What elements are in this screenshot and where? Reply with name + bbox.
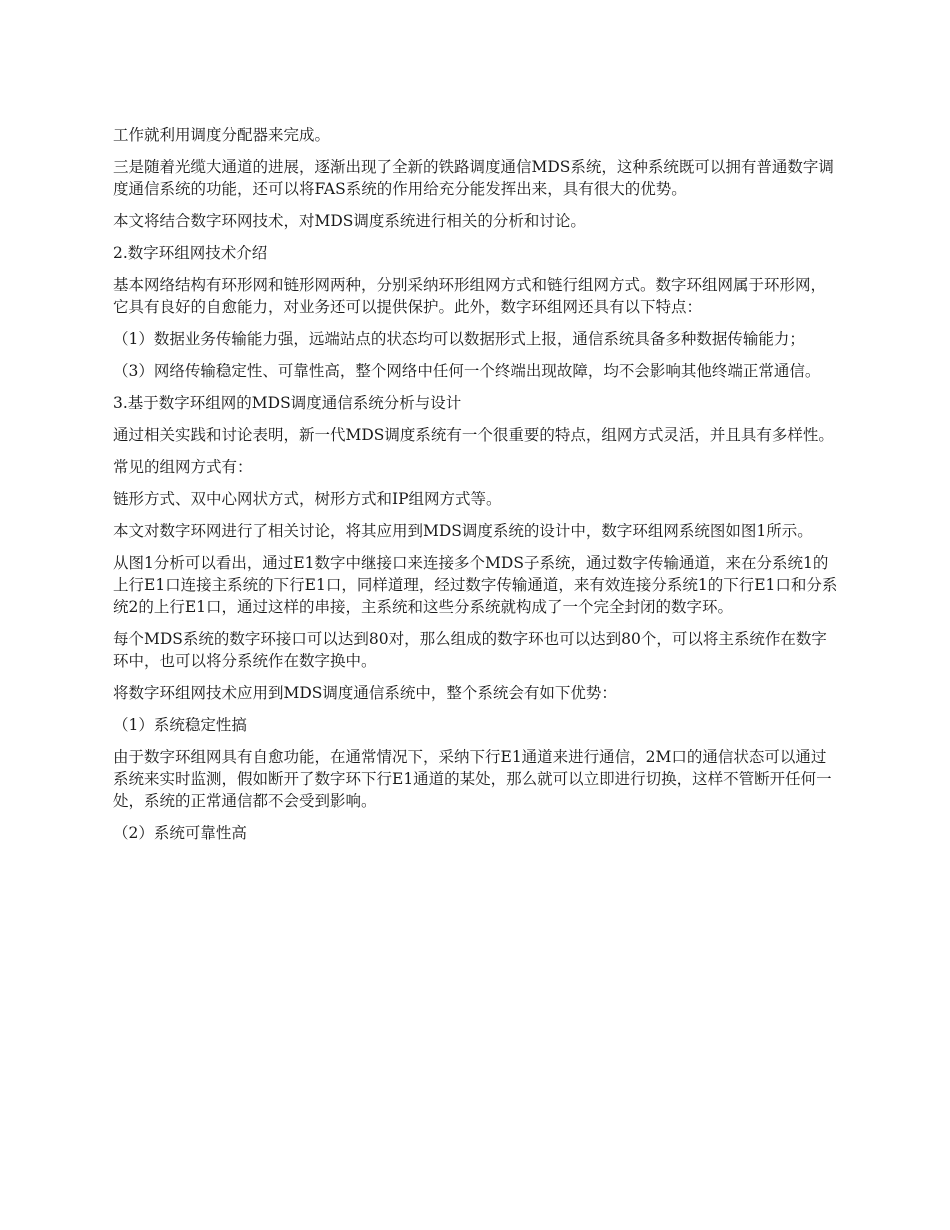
section-heading-3: 3.基于数字环组网的MDS调度通信系统分析与设计 <box>113 394 462 412</box>
paragraph-network-structure: 基本网络结构有环形网和链形网两种，分别采纳环形组网方式和链行组网方式。数字环组网属于环形网，它具有良好的自愈能力，对业务还可以提供保护。此外，数字环组网还具有以下特点： <box>113 276 827 316</box>
list-item-feature-1: （1）数据业务传输能力强，远端站点的状态均可以数据形式上报，通信系统具备多种数据传输能力； <box>113 330 805 348</box>
list-item-advantage-1: （1）系统稳定性搞 <box>113 716 247 734</box>
paragraph-common-modes: 链形方式、双中心网状方式，树形方式和IP组网方式等。 <box>113 490 502 508</box>
list-item-feature-3: （3）网络传输稳定性、可靠性高，整个网络中任何一个终端出现故障，均不会影响其他终端正常通信。 <box>113 362 821 380</box>
paragraph-self-healing: 由于数字环组网具有自愈功能，在通常情况下，采纳下行E1通道来进行通信，2M口的通信状态可以通过系统来实时监测，假如断开了数字环下行E1通道的某处，那么就可以立即进行切换，这样不管断开任何一处，系统的正常通信都不会受到影响。 <box>113 748 832 810</box>
section-heading-2: 2.数字环组网技术介绍 <box>113 244 268 262</box>
paragraph-continuation: 工作就利用调度分配器来完成。 <box>113 126 331 144</box>
paragraph-figure-ref: 本文对数字环网进行了相关讨论，将其应用到MDS调度系统的设计中，数字环组网系统图如图1所示。 <box>113 522 813 540</box>
paragraph-mds-intro: 三是随着光缆大通道的进展，逐渐出现了全新的铁路调度通信MDS系统，这种系统既可以拥有普通数字调度通信系统的功能，还可以将FAS系统的作用给充分能发挥出来，具有很大的优势。 <box>113 158 834 198</box>
document-page <box>113 124 841 854</box>
paragraph-article-scope: 本文将结合数字环网技术，对MDS调度系统进行相关的分析和讨论。 <box>113 212 586 230</box>
list-item-advantage-2: （2）系统可靠性高 <box>113 824 247 842</box>
paragraph-common-modes-label: 常见的组网方式有： <box>113 458 253 476</box>
paragraph-mds-feature: 通过相关实践和讨论表明，新一代MDS调度系统有一个很重要的特点，组网方式灵活，并且具有多样性。 <box>113 426 834 444</box>
paragraph-advantages-intro: 将数字环组网技术应用到MDS调度通信系统中，整个系统会有如下优势： <box>113 684 617 702</box>
paragraph-figure-analysis: 从图1分析可以看出，通过E1数字中继接口来连接多个MDS子系统，通过数字传输通道，来在分系统1的上行E1口连接主系统的下行E1口，同样道理，经过数字传输通道，来有效连接分系统1的下行E1口和分系统2的上行E1口，通过这样的串接，主系统和这些分系统就构成了一个完全封闭的数字环。 <box>113 554 838 616</box>
paragraph-ring-capacity: 每个MDS系统的数字环接口可以达到80对，那么组成的数字环也可以达到80个，可以将主系统作在数字环中，也可以将分系统作在数字换中。 <box>113 630 827 670</box>
